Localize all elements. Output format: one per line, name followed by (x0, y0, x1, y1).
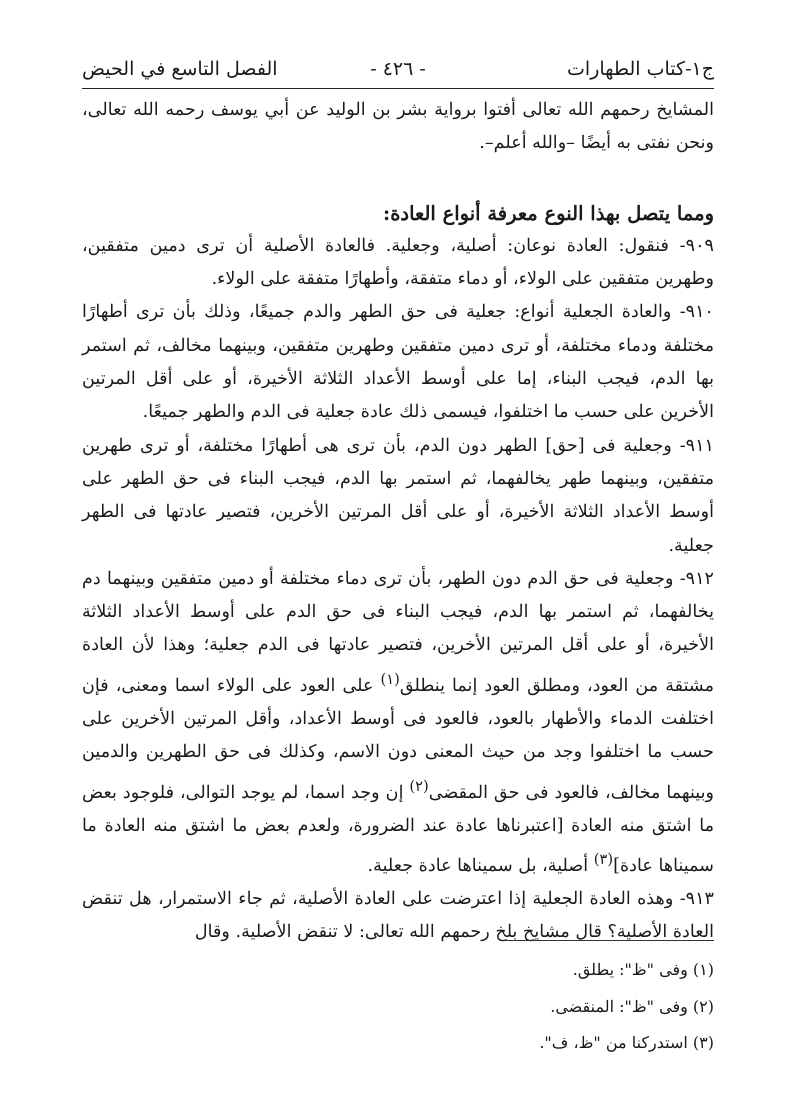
footnote-ref-1: (١) (380, 670, 400, 688)
paragraph-909: ٩٠٩- فنقول: العادة نوعان: أصلية، وجعلية. فالعادة الأصلية أن ترى دمين متفقين، وطهرين متفقين على الولاء، أو دماء متفقة، وأطهارًا متفقة على الولاء. (82, 235, 714, 290)
paragraph-912-part-c: إن وجد اسما، لم يوجد التوالى، فلوجود بعض ما اشتق منه العادة [اعتبرناها عادة عند الضرورة، ولعدم بعض ما اشتق منه العادة ما سميناها عادة] (82, 782, 714, 876)
footnote-2: (٢) وفى "ظ": المنقضى. (550, 996, 714, 1016)
footnote-ref-2: (٢) (409, 777, 429, 795)
paragraph-continuation: المشايخ رحمهم الله تعالى أفتوا برواية بشر بن الوليد عن أبي يوسف رحمه الله تعالى، ونحن نفتى به أيضًا –والله أعلم–. (82, 100, 714, 154)
footnote-3: (٣) استدركنا من "ظ، ف". (539, 1033, 714, 1052)
paragraph-913: ٩١٣- وهذه العادة الجعلية إذا اعترضت على العادة الأصلية، ثم جاء الاستمرار، هل تنقض العادة الأصلية؟ قال مشايخ بلخ رحمهم الله تعالى: لا تنقض الأصلية. وقال (82, 889, 714, 943)
paragraph-912 (82, 563, 714, 883)
footnote-1: (١) وفى "ظ": يطلق. (572, 960, 714, 979)
footnote-ref-3: (٣) (593, 850, 614, 868)
running-header (82, 50, 714, 86)
header-chapter-title: الفصل التاسع في الحيض (82, 58, 278, 80)
paragraph-912-part-a: ٩١٢- وجعلية فى حق الدم دون الطهر، بأن ترى دماء مختلفة أو دمين متفقين وبينهما دم يخالفهما، ثم استمر بها الدم، فيجب البناء فى حق الدم على أوسط الأعداد الثلاثة الأخيرة، أو على أقل المرتين الأخرين، فتصير عادتها فى الدم جعلية؛ وهذا لأن العادة مشتقة من العود، ومطلق العود إنما ينطلق (82, 568, 715, 696)
footnote-rule (504, 940, 714, 941)
paragraph-910: ٩١٠- والعادة الجعلية أنواع: جعلية فى حق الطهر والدم جميعًا، وذلك بأن ترى أطهارًا مختلفة ودماء مختلفة، أو ترى دمين متفقين وطهرين متفقين، وبينهما مخالف، ثم استمر بها الدم، فيجب البناء، إما على أوسط الأعداد الثلاثة الأخيرة، أو على أقل المرتين الأخرين على حسب ما اختلفوا، فيسمى ذلك عادة جعلية فى الدم والطهر جميعًا. (82, 302, 714, 423)
paragraph-911: ٩١١- وجعلية فى [حق] الطهر دون الدم، بأن ترى هى أطهارًا مختلفة، أو ترى طهرين متفقين، وبينهما طهر يخالفهما، ثم استمر بها الدم، فيجب البناء فى حق الطهر على أوسط الأعداد الثلاثة الأخيرة، أو على أقل المرتين الأخرين، فتصير عادتها فى الطهر جعلية. (82, 435, 714, 556)
header-rule (82, 88, 714, 89)
body-text (82, 94, 714, 950)
footnotes (314, 952, 714, 1062)
paragraph-912-part-d: أصلية، بل سميناها عادة جعلية. (367, 855, 589, 876)
header-book-title: ج١-كتاب الطهارات (567, 58, 714, 80)
page-number: - ٤٢٦ - (370, 58, 426, 80)
paragraph-912-part-b: على العود على الولاء اسما ومعنى، فإن اختلفت الدماء والأطهار بالعود، فالعود فى أوسط الأعداد، وأقل المرتين الأخرين على حسب ما اختلفوا وجد من حيث المعنى دون الاسم، وكذلك فى حق الطهرين والدمين وبينهما مخالف، فالعود فى حق المقضى (82, 675, 714, 803)
section-heading: ومما يتصل بهذا النوع معرفة أنواع العادة: (383, 201, 714, 225)
